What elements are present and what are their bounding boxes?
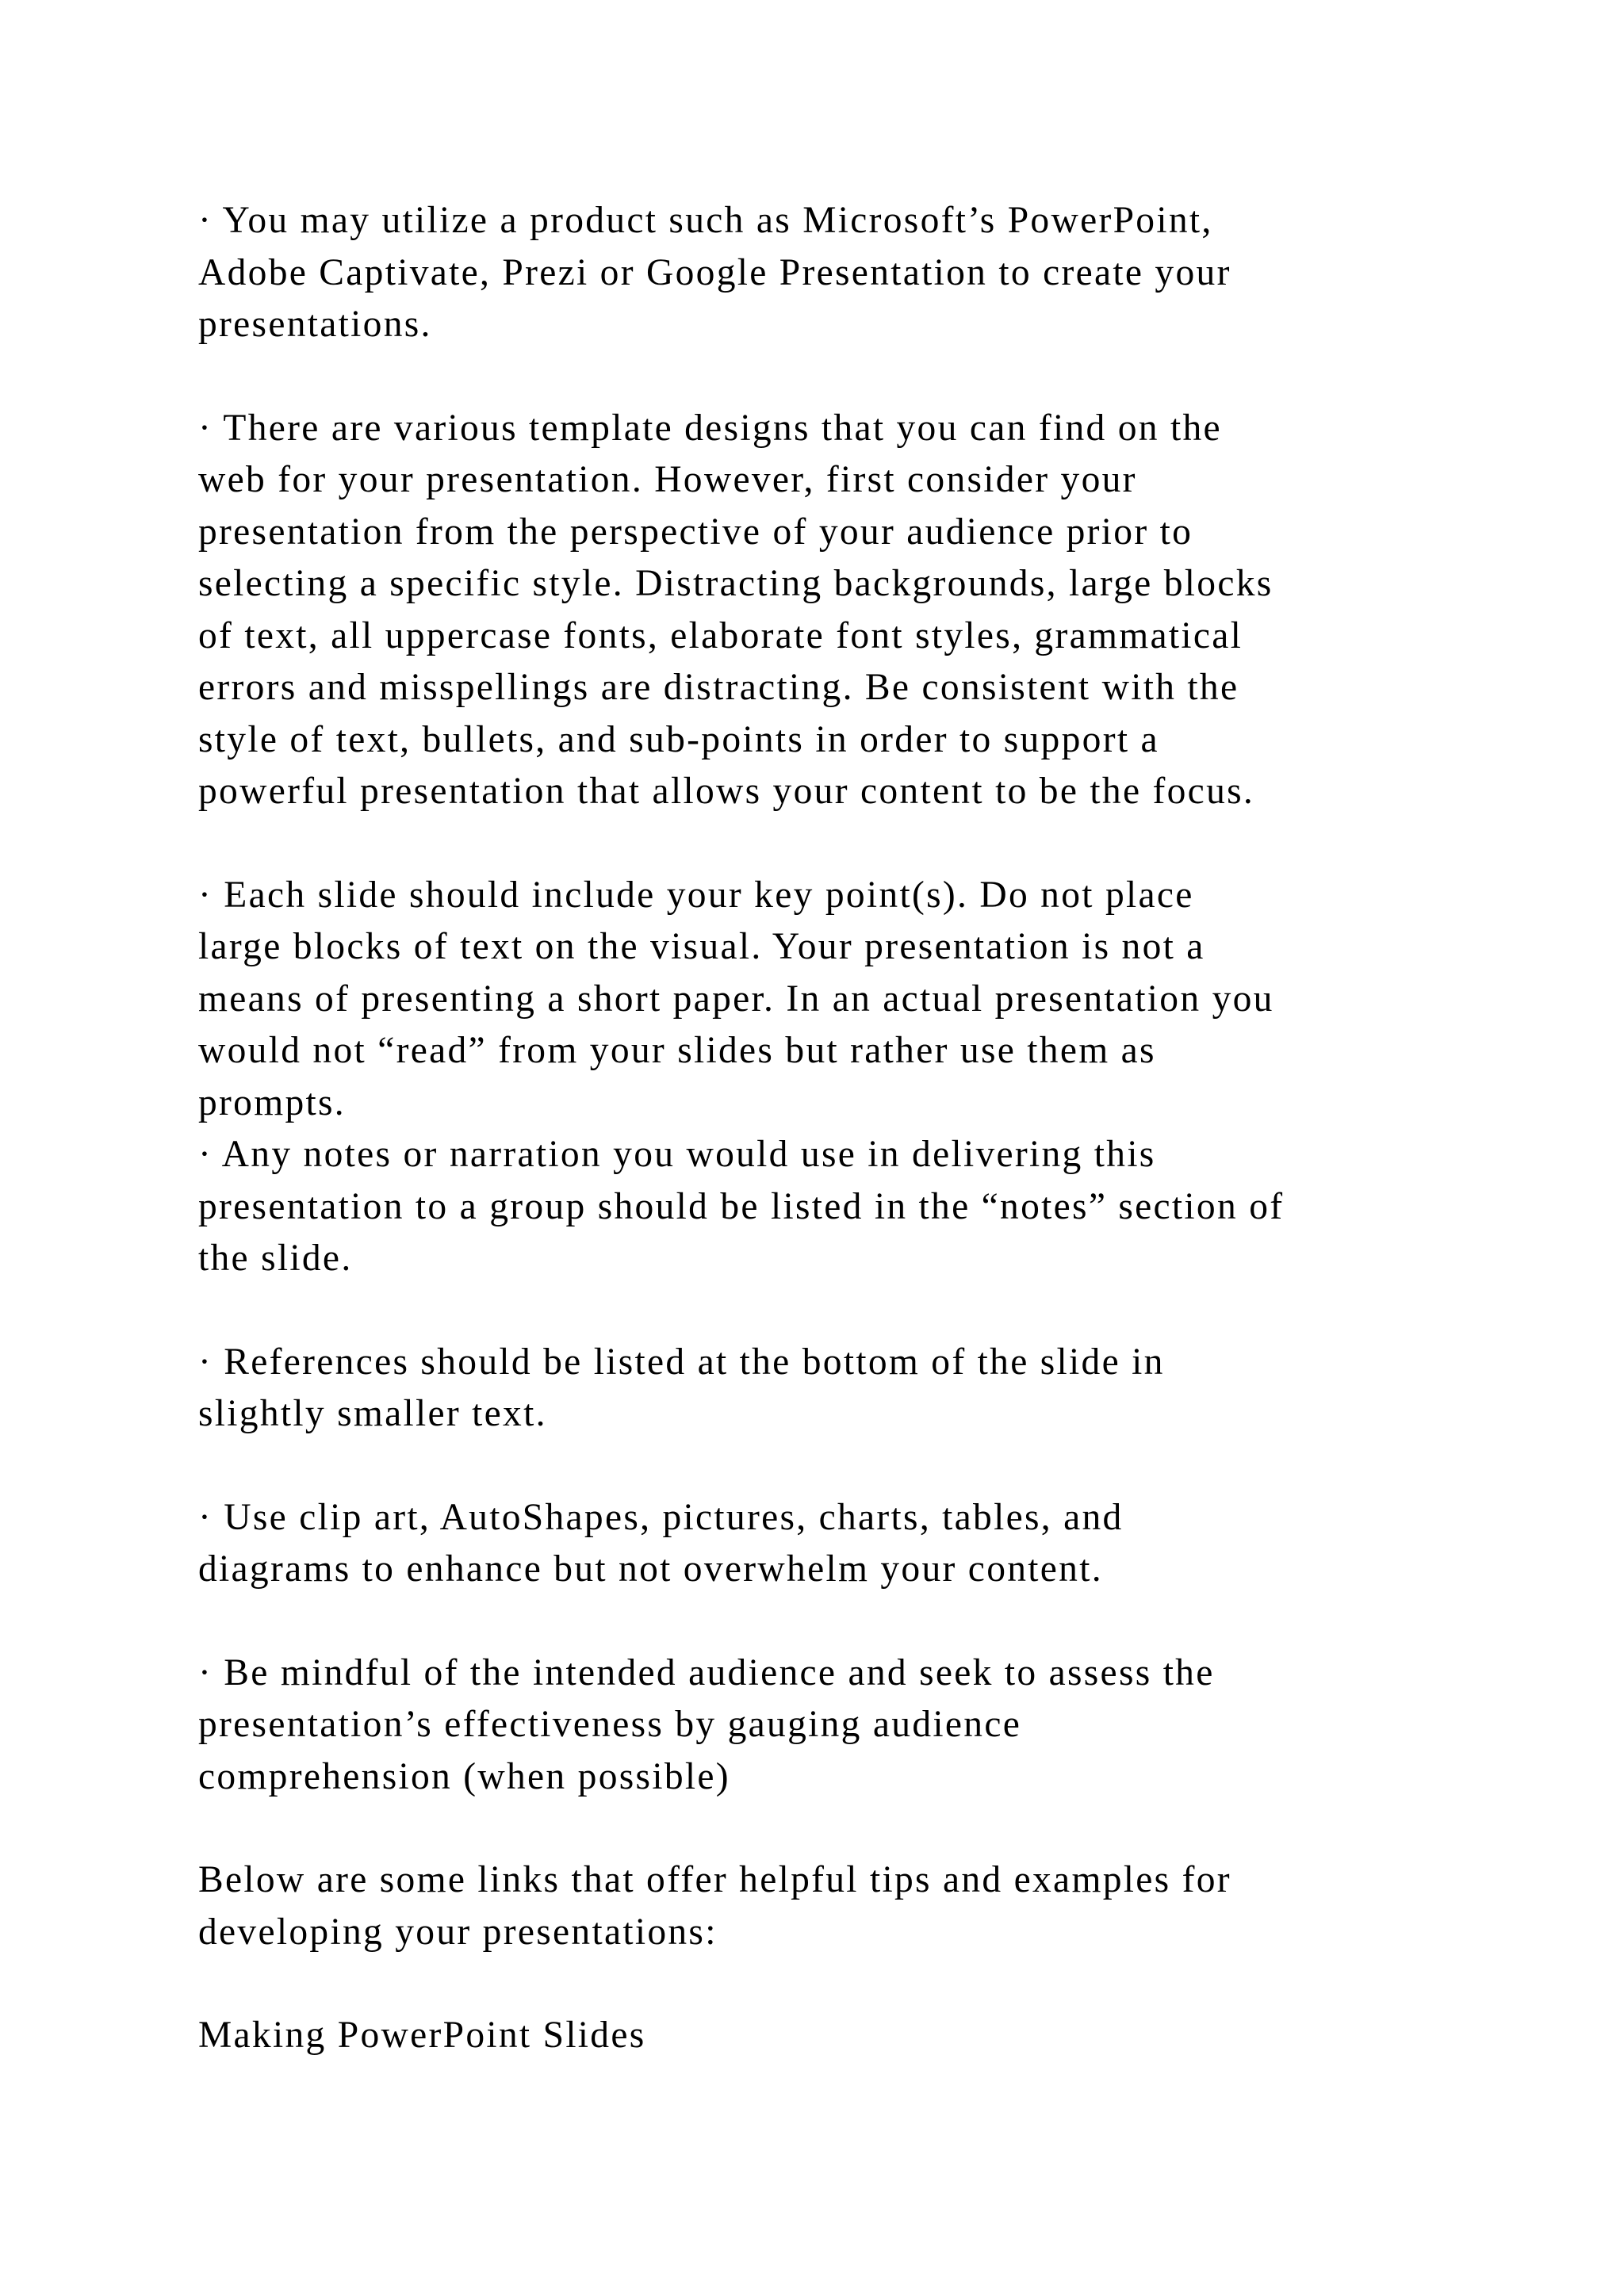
text-line: diagrams to enhance but not overwhelm your content.: [198, 1548, 1103, 1590]
text-line: presentation from the perspective of your audience prior to: [198, 511, 1193, 553]
text-line: · References should be listed at the bottom of the slide in: [198, 1341, 1165, 1383]
text-line: presentation to a group should be listed in the “notes” section of: [198, 1185, 1285, 1227]
text-line: presentations.: [198, 304, 432, 345]
text-line: · Use clip art, AutoShapes, pictures, charts, tables, and: [198, 1496, 1124, 1538]
bullet-audience: [198, 1647, 1529, 1804]
text-line: selecting a specific style. Distracting backgrounds, large blocks: [198, 563, 1274, 604]
text-line: powerful presentation that allows your content to be the focus.: [198, 771, 1255, 812]
text-line: the slide.: [198, 1238, 353, 1279]
text-line: Making PowerPoint Slides: [198, 2015, 646, 2056]
text-line: · You may utilize a product such as Microsoft’s PowerPoint,: [198, 200, 1213, 241]
text-line: · There are various template designs that you can find on the: [198, 407, 1222, 449]
text-line: Adobe Captivate, Prezi or Google Presentation to create your: [198, 251, 1231, 293]
text-line: · Be mindful of the intended audience and seek to assess the: [198, 1651, 1215, 1693]
bullet-template-designs: [198, 403, 1529, 818]
text-line: slightly smaller text.: [198, 1393, 547, 1434]
text-line: · Each slide should include your key point(s). Do not place: [198, 874, 1194, 916]
links-intro: [198, 1854, 1529, 1958]
text-line: means of presenting a short paper. In an actual presentation you: [198, 978, 1274, 1020]
bullet-key-points: [198, 870, 1529, 1130]
text-line: · Any notes or narration you would use in delivering this: [198, 1134, 1156, 1175]
text-line: prompts.: [198, 1081, 346, 1123]
bullet-notes-narration: [198, 1129, 1529, 1285]
text-line: errors and misspellings are distracting. Be consistent with the: [198, 667, 1239, 708]
text-line: Below are some links that offer helpful tips and examples for: [198, 1859, 1231, 1900]
link-making-powerpoint-slides: [198, 2010, 1529, 2062]
bullet-clip-art: [198, 1492, 1529, 1596]
text-line: of text, all uppercase fonts, elaborate font styles, grammatical: [198, 614, 1243, 656]
text-line: large blocks of text on the visual. Your presentation is not a: [198, 926, 1205, 967]
text-line: web for your presentation. However, first consider your: [198, 459, 1137, 500]
bullet-references: [198, 1337, 1529, 1441]
bullet-presentation-tools: [198, 195, 1529, 351]
text-line: would not “read” from your slides but rather use them as: [198, 1030, 1156, 1071]
text-line: style of text, bullets, and sub-points in order to support a: [198, 718, 1159, 760]
text-line: comprehension (when possible): [198, 1755, 730, 1797]
text-line: presentation’s effectiveness by gauging audience: [198, 1704, 1022, 1745]
text-line: developing your presentations:: [198, 1911, 718, 1953]
